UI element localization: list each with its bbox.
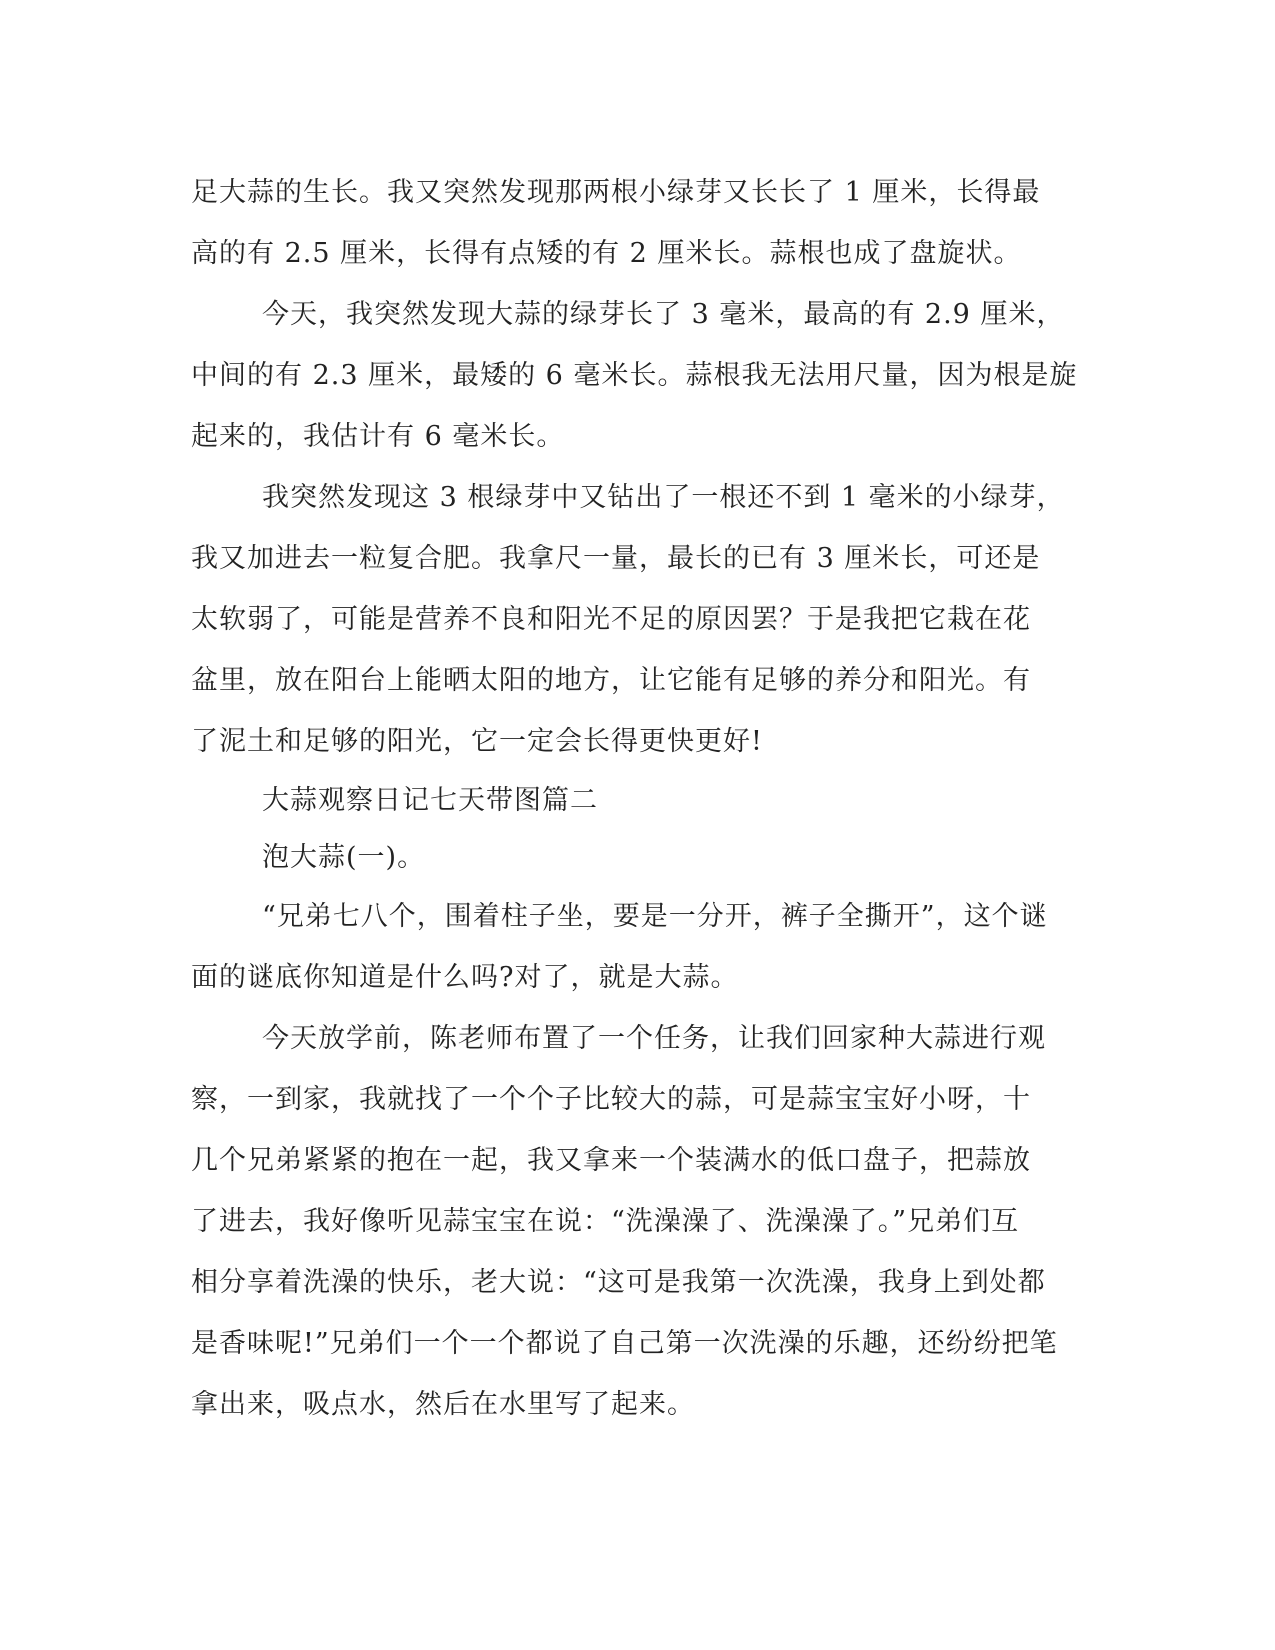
- text-line: 高的有 2.5 厘米，长得有点矮的有 2 厘米长。蒜根也成了盘旋状。: [191, 238, 1022, 269]
- text-line: 我又加进去一粒复合肥。我拿尺一量，最长的已有 3 厘米长，可还是: [191, 543, 1041, 574]
- paragraph-start-line: 今天放学前，陈老师布置了一个任务，让我们回家种大蒜进行观: [262, 1023, 1046, 1054]
- text-line: 是香味呢!”兄弟们一个一个都说了自己第一次洗澡的乐趣，还纷纷把笔: [191, 1328, 1058, 1359]
- text-line: 相分享着洗澡的快乐，老大说：“这可是我第一次洗澡，我身上到处都: [191, 1267, 1046, 1298]
- text-line: 中间的有 2.3 厘米，最矮的 6 毫米长。蒜根我无法用尺量，因为根是旋: [191, 360, 1078, 391]
- text-line: 起来的，我估计有 6 毫米长。: [191, 421, 565, 452]
- section-subheading: 泡大蒜(一)。: [262, 842, 426, 873]
- text-line: 盆里，放在阳台上能晒太阳的地方，让它能有足够的养分和阳光。有: [191, 665, 1031, 696]
- document-body: [191, 162, 1081, 1435]
- text-line: 察，一到家，我就找了一个个子比较大的蒜，可是蒜宝宝好小呀，十: [191, 1084, 1031, 1115]
- text-line: 拿出来，吸点水，然后在水里写了起来。: [191, 1389, 695, 1420]
- paragraph-start-line: 今天，我突然发现大蒜的绿芽长了 3 毫米，最高的有 2.9 厘米，: [262, 299, 1065, 330]
- paragraph-start-line: 我突然发现这 3 根绿芽中又钻出了一根还不到 1 毫米的小绿芽，: [262, 482, 1065, 513]
- text-line: 了泥土和足够的阳光，它一定会长得更快更好!: [191, 726, 763, 757]
- text-line: 足大蒜的生长。我又突然发现那两根小绿芽又长长了 1 厘米，长得最: [191, 177, 1041, 208]
- text-line: 了进去，我好像听见蒜宝宝在说：“洗澡澡了、洗澡澡了。”兄弟们互: [191, 1206, 1020, 1237]
- text-line: 太软弱了，可能是营养不良和阳光不足的原因罢？于是我把它栽在花: [191, 604, 1031, 635]
- paragraph-start-line: “兄弟七八个，围着柱子坐，要是一分开，裤子全撕开”，这个谜: [262, 901, 1048, 932]
- section-heading: 大蒜观察日记七天带图篇二: [262, 785, 598, 816]
- text-line: 面的谜底你知道是什么吗?对了，就是大蒜。: [191, 962, 739, 993]
- text-line: 几个兄弟紧紧的抱在一起，我又拿来一个装满水的低口盘子，把蒜放: [191, 1145, 1031, 1176]
